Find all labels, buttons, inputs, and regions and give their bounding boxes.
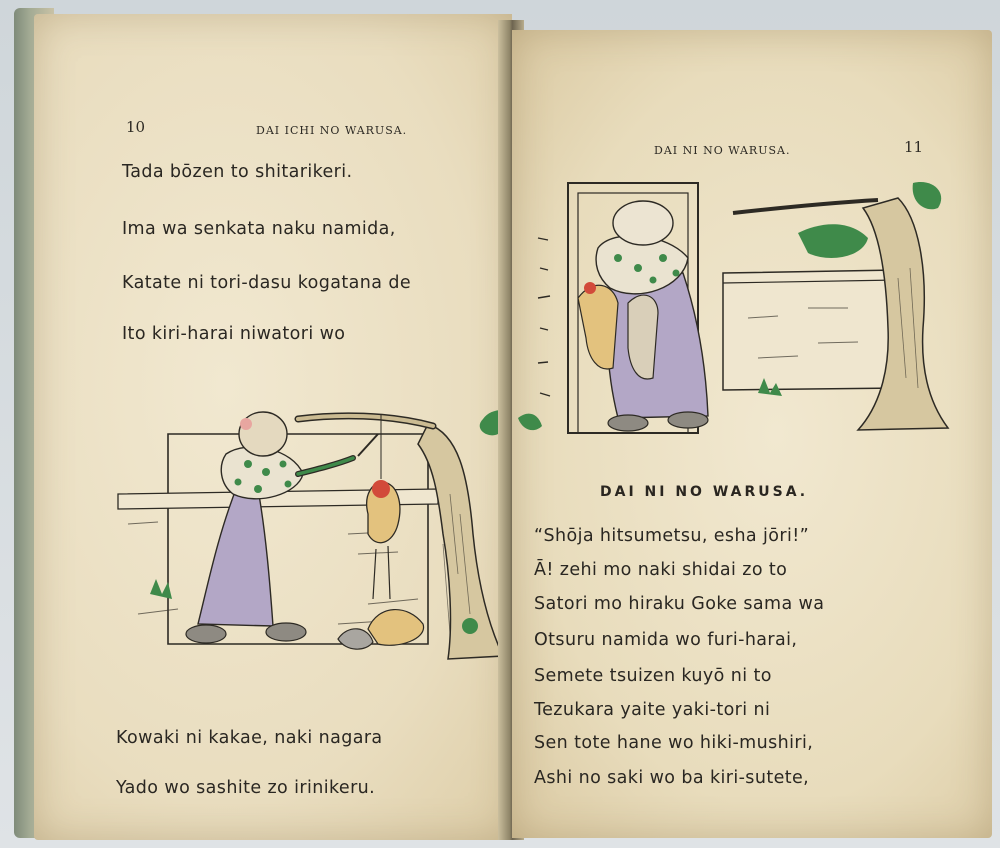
left-running-head: DAI ICHI NO WARUSA. xyxy=(256,124,408,137)
right-page-number: 11 xyxy=(904,138,924,156)
left-line-4: Ito kiri-harai niwatori wo xyxy=(122,324,346,344)
right-page xyxy=(512,30,992,838)
widow-killing-rooster-illustration xyxy=(98,394,518,684)
right-running-head: DAI NI NO WARUSA. xyxy=(654,144,791,157)
section-title: DAI NI NO WARUSA. xyxy=(600,484,809,500)
right-line-1: “Shōja hitsumetsu, esha jōri!” xyxy=(534,526,810,546)
right-line-5: Semete tsuizen kuyō ni to xyxy=(534,666,772,686)
left-line-6: Yado wo sashite zo irinikeru. xyxy=(116,778,376,798)
widow-carrying-birds-illustration xyxy=(518,178,958,448)
right-line-8: Ashi no saki wo ba kiri-sutete, xyxy=(534,768,810,788)
right-line-6: Tezukara yaite yaki-tori ni xyxy=(534,700,771,720)
left-page xyxy=(34,14,512,840)
left-line-2: Ima wa senkata naku namida, xyxy=(122,219,396,239)
right-line-7: Sen tote hane wo hiki-mushiri, xyxy=(534,733,814,753)
left-line-5: Kowaki ni kakae, naki nagara xyxy=(116,728,383,748)
right-line-2: Ā! zehi mo naki shidai zo to xyxy=(534,560,788,580)
left-line-3: Katate ni tori-dasu kogatana de xyxy=(122,273,412,293)
left-line-1: Tada bōzen to shitarikeri. xyxy=(122,162,353,182)
right-line-4: Otsuru namida wo furi-harai, xyxy=(534,630,798,650)
right-line-3: Satori mo hiraku Goke sama wa xyxy=(534,594,825,614)
left-page-number: 10 xyxy=(126,118,146,136)
